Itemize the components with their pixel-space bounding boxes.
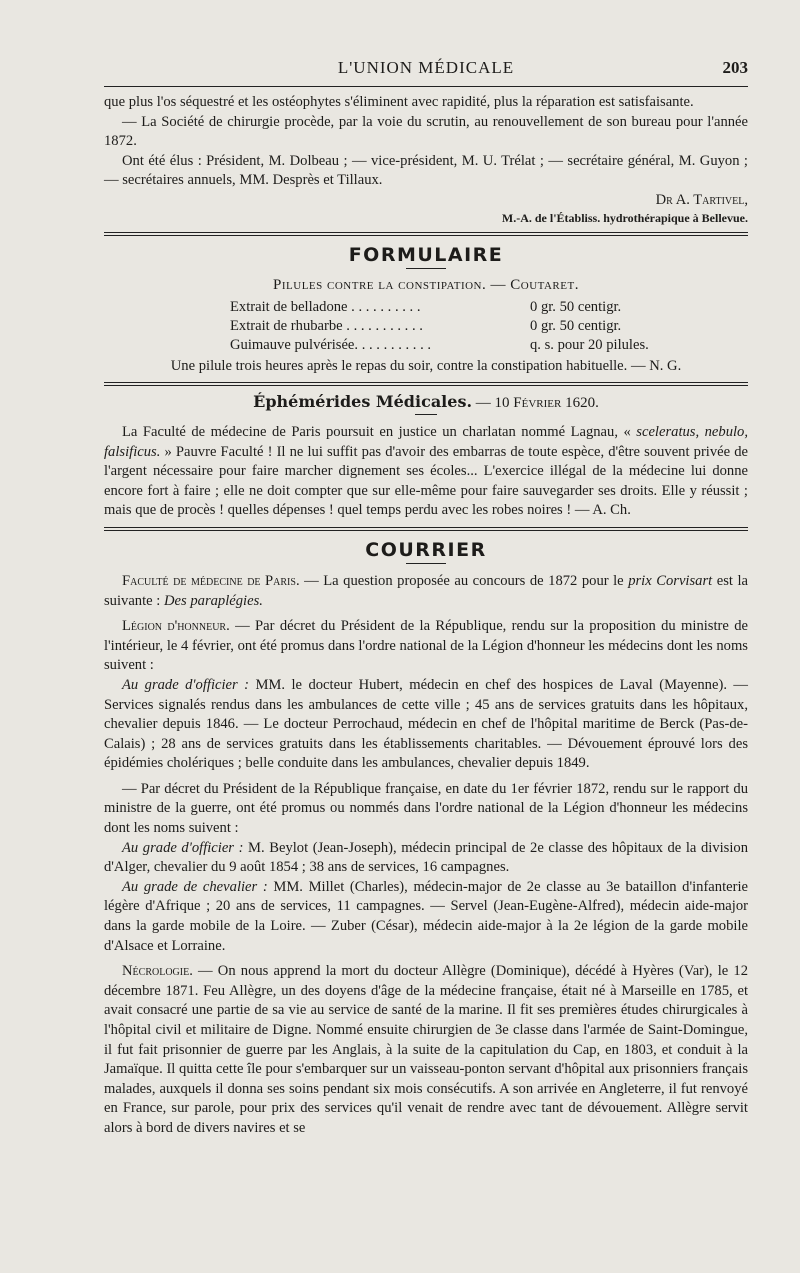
heading-underline (406, 268, 446, 269)
formula-row (230, 298, 649, 317)
faculte-sujet: Des paraplégies. (164, 592, 263, 609)
page-number: 203 (722, 58, 748, 77)
necrologie-text: — On nous apprend la mort du docteur Allègre (Dominique), décédé à Hyères (Var), le 12 décembre 1871. Feu Allègre, un des doyens d'âge de la médecine française, était né à Marseille en 1785, et avait consacré une partie de sa vie au service de santé de la marine. Il fit ses premières études chirurgicales à l'hôpital civil et militaire de Digne. Nommé ensuite chirurgien de 3e classe dans l'armée de Saint-Domingue, il fut fait prisonnier de guerre par les Anglais, à la suite de la capitulation du Cap, en 1803, et conduit à la Jamaïque. Il quitta cette île pour s'embarquer sur un vaisseau-ponton servant d'hôpital aux prisonniers français malades, auxquels il donna ses soins pendant six mois consécutifs. A son arrivée en Angleterre, il fut renvoyé en France, sur parole, pour prix des services qu'il venait de rendre avec tant de dévouement. Allègre servit alors à bord de divers navires et se (104, 963, 748, 1136)
ephemerides-latin: sceleratus, nebulo, falsificus. (104, 423, 748, 460)
necrologie-label: Nécrologie. (122, 963, 193, 980)
ephemerides-title (104, 392, 748, 412)
faculte-label: Faculté de médecine de Paris. (122, 572, 300, 589)
formula-title: Pilules contre la constipation. — Coutaret. (273, 276, 579, 293)
text-column (104, 52, 748, 1139)
formula-note: Une pilule trois heures après le repas du soir, contre la constipation habituelle. — N. G. (170, 357, 682, 374)
faculte-text-b: est la suivante : (104, 572, 748, 609)
decret-paragraph: — Par décret du Président de la République française, en date du 1er février 1872, rendu sur le rapport du ministre de la guerre, ont été promus ou nommés dans l'ordre national de la Légion d'honneur les médecins dont les noms suivent : (104, 780, 748, 837)
intro-paragraph: que plus l'os séquestré et les ostéophytes s'éliminent avec rapidité, plus la réparation est satisfaisante. (104, 94, 694, 110)
chevalier-text: MM. Millet (Charles), médecin-major de 2e classe au 3e bataillon d'infanterie légère d'Afrique ; 20 ans de services, 11 campagnes. — Servel (Jean-Eugène-Alfred), médecin aide-major dans la garde mobile de la Loire. — Zuber (César), médecin aide-major à la 2e légion de la garde mobile d'Alsace et Lorraine. (104, 878, 749, 954)
formula-dose: 0 gr. 50 centigr. (530, 317, 622, 334)
ephemerides-date: — 10 Février 1620. (475, 394, 599, 411)
officier2-text: M. Beylot (Jean-Joseph), médecin principal de 2e classe des hôpitaux de la division d'Alger, chevalier du 9 août 1854 ; 38 ans de services, 16 campagnes. (104, 839, 748, 876)
section-divider (104, 527, 748, 531)
ephemerides-text-b: » Pauvre Faculté ! Il ne lui suffit pas d'avoir des embarras de toute espèce, d'être souvent privée de l'argent nécessaire pour faire marcher dignement ses écoles... L'exercice illégal de la médecine lui donne encore fort à faire ; elle ne doit compter que sur elle-même pour faire sauvegarder ses droits. Elle y réussit ; mais que de procès ! quelles dépenses ! quel temps perdu avec les robes noires ! — A. Ch. (104, 443, 748, 519)
formula-row (230, 336, 649, 355)
faculte-prix: prix Corvisart (628, 572, 713, 589)
officier2-label: Au grade d'officier : (122, 839, 244, 856)
faculte-paragraph (104, 572, 748, 611)
section-divider (104, 232, 748, 236)
running-header (104, 52, 748, 82)
chevalier-paragraph (104, 878, 748, 956)
running-title: L'UNION MÉDICALE (337, 58, 515, 77)
elus-paragraph: Ont été élus : Président, M. Dolbeau ; — vice-président, M. U. Trélat ; — secrétaire général, M. Guyon ; — secrétaires annuels, MM. Desprès et Tillaux. (104, 152, 748, 189)
officier-paragraph (104, 676, 748, 774)
chevalier-label: Au grade de chevalier : (122, 878, 268, 895)
formula-dose: 0 gr. 50 centigr. (530, 298, 622, 315)
section-divider (104, 382, 748, 386)
formula-ingredient: Extrait de rhubarbe . . . . . . . . . . . (230, 317, 423, 334)
formula-ingredient: Guimauve pulvérisée. . . . . . . . . . . (230, 336, 432, 353)
ephemerides-heading: Éphémérides Médicales. (253, 391, 473, 411)
ephemerides-text-a: La Faculté de médecine de Paris poursuit en justice un charlatan nommé Lagnau, « (122, 423, 631, 440)
chirurgie-paragraph: — La Société de chirurgie procède, par la voie du scrutin, au renouvellement de son bureau pour l'année 1872. (104, 113, 748, 150)
officier-text: MM. le docteur Hubert, médecin en chef des hospices de Laval (Mayenne). — Services signalés rendus dans les ambulances de cette ville ; 45 ans de services gratuits dans les hôpitaux, chevalier depuis 1846. — Le docteur Perrochaud, médecin en chef de l'hôpital maritime de Berck (Pas-de-Calais) ; 28 ans de services gratuits dans les établissements charitables. — Dévouement éprouvé lors des épidémies cholériques ; belle conduite dans les ambulances, chevalier depuis 1849. (104, 676, 748, 772)
formula-table (230, 298, 649, 355)
formula-ingredient: Extrait de belladone . . . . . . . . . . (230, 298, 421, 315)
ephemerides-paragraph (104, 423, 748, 521)
formula-dose: q. s. pour 20 pilules. (530, 336, 649, 353)
signature-affiliation: M.-A. de l'Établiss. hydrothérapique à Bellevue. (501, 210, 748, 225)
necrologie-paragraph (104, 962, 748, 1138)
heading-underline (406, 563, 446, 564)
formulaire-heading: FORMULAIRE (348, 243, 504, 266)
header-rule (104, 86, 748, 87)
legion-paragraph (104, 617, 748, 676)
heading-underline (415, 414, 437, 415)
legion-label: Légion d'honneur. (122, 618, 230, 635)
officier2-paragraph (104, 839, 748, 878)
officier-label: Au grade d'officier : (122, 676, 249, 693)
faculte-text-a: — La question proposée au concours de 1872 pour le (304, 572, 624, 589)
legion-text: — Par décret du Président de la République, rendu sur la proposition du ministre de l'intérieur, le 4 février, ont été promus dans l'ordre national de la Légion d'honneur les médecins dont les noms suivent : (104, 618, 748, 674)
courrier-heading: COURRIER (365, 538, 487, 561)
signature: Dr A. Tartivel, (655, 191, 748, 208)
formula-row (230, 317, 649, 336)
